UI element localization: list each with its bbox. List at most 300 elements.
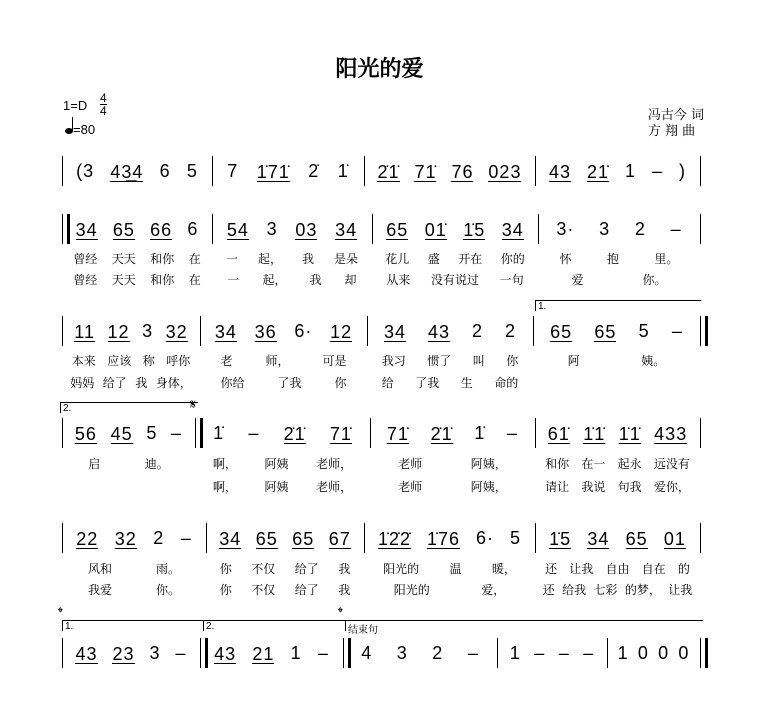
lyric-line-2 [374,478,531,495]
composer: 方 翔 曲 [647,124,696,139]
lyric-line-2 [542,271,696,288]
lyric-word: 阿姨 [264,457,289,471]
note-group: 22 [76,529,99,549]
measure [544,216,694,240]
measure [206,318,361,342]
note-group: 65 [594,322,617,342]
note-group: 2̇1̇ [430,424,453,444]
lyric-word: 你 [219,583,232,597]
note-group: 54 [226,220,249,240]
note-group: 56 [74,424,97,444]
barline [538,214,539,244]
lyric-word: 师， [265,354,290,368]
note-group: 2̇1̇ [283,424,306,444]
lyric-word: 七彩 [593,583,618,597]
note-group: 03 [295,220,318,240]
measure [539,318,694,342]
lyric-word: 我习 [381,354,406,368]
note-group: 1̇71̇ [256,162,290,182]
lyric-word: 起， [262,273,287,287]
lyric-word: 阿姨， [470,480,507,494]
measure [218,216,366,240]
note-group: 32 [114,529,137,549]
note-group: 3 [599,219,611,239]
barline [372,214,373,244]
lyric-word: 远没有 [653,457,690,471]
lyric-line-1 [216,250,368,267]
measure [370,158,529,182]
note-group: 6· [476,528,495,548]
lyricist: 冯古今 词 [647,108,704,123]
barline [367,316,368,346]
segno-icon: 𝄋 [190,396,197,412]
credits [648,108,704,140]
note-group: 34 [214,322,237,342]
lyric-word: 曾经 [73,252,98,266]
barline [700,214,701,244]
lyric-line-2 [199,478,366,495]
lyric-word: 不仅 [251,583,276,597]
lyric-word: 启 [88,457,101,471]
lyric-word: 天天 [111,252,136,266]
note-group: 34 [587,529,610,549]
lyric-word: 你。 [155,583,180,597]
lyric-word: 命的 [494,376,519,390]
barline [700,316,708,346]
barline [206,523,207,553]
measure [541,158,694,182]
lyric-line-2 [66,374,196,391]
lyric-word: 抱 [606,252,619,266]
lyric-word: 我爱 [87,583,112,597]
barline [533,316,534,346]
lyric-word: 怀 [559,252,572,266]
lyric-word: 爱 [571,273,584,287]
coda-icon: 𝄌 [58,604,63,620]
note-group: 65 [255,529,278,549]
lyric-word: 本来 [71,354,96,368]
note-group: 65 [625,529,648,549]
measure [212,525,358,549]
note-group: 1 [617,643,629,663]
barline [535,418,536,448]
note-group: 0 [637,643,649,663]
lyric-word: 阳光的 [383,562,420,576]
note-group: 11 [74,322,95,342]
note-group: 2 [504,321,516,341]
lyric-word: 的 [677,562,690,576]
note-group: 6 [187,219,199,239]
lyric-word: 里。 [654,252,679,266]
volta-bracket: 1. [62,620,203,631]
lyric-word: 可是 [322,354,347,368]
note-group: – [467,643,479,663]
note-group: 1̇ [337,161,349,181]
lyric-word: 老师， [316,457,353,471]
lyric-word: 暖， [491,562,516,576]
note-group: 1̇76 [427,529,461,549]
lyric-word: 阳光的 [393,583,430,597]
note-group: 34 [383,322,407,342]
lyric-line-1 [371,352,529,369]
song-title: 阳光的爱 [335,57,424,82]
note-group: 3 [149,643,161,663]
lyric-line-1 [374,455,531,472]
note-group: 6 [159,161,171,181]
note-group: 2̇ [308,161,320,181]
note-group: 1̇5 [549,529,572,549]
note-group: 43̲4 [110,162,144,182]
lyric-line-1 [66,455,191,472]
lyric-word: 还 [545,562,558,576]
lyric-line-1 [66,250,208,267]
note-group: 5 [186,161,198,181]
lyric-word: 雨。 [155,562,180,576]
note-group: 43 [548,162,572,182]
note-group: – [317,643,329,663]
note-group: 21 [252,644,275,664]
note-group: 0 [678,643,690,663]
note-group: 45 [110,424,133,444]
barline [607,638,608,668]
barline [62,418,63,448]
lyric-word: 温 [449,562,462,576]
note-group: 1̇1̇ [618,424,641,444]
lyric-word: 我 [338,583,351,597]
note-group: 2 [153,528,165,548]
note-group: 43 [214,644,237,664]
note-group: – [171,423,183,443]
lyric-word: 曾经 [73,273,98,287]
lyric-word: 还 [542,583,555,597]
note-group: 4 [361,643,373,663]
time-signature-bottom: 4 [100,104,107,118]
lyric-word: 给 [381,376,394,390]
key-signature: 1=D [63,98,88,113]
note-group: 34 [75,220,98,240]
barline [497,638,498,668]
lyric-word: 呼你 [166,354,191,368]
note-group: 3 [266,219,278,239]
note-group: 7 [227,161,239,181]
note-group: 76 [451,162,474,182]
lyric-word: 你。 [642,273,667,287]
lyric-word: 花儿 [385,252,410,266]
lyric-word: 你给 [220,376,245,390]
lyric-word: 不仅 [251,562,276,576]
lyric-word: 句我 [617,480,642,494]
note-group: ) [678,161,686,181]
lyric-word: 一句 [499,273,524,287]
lyric-word: 给我 [562,583,587,597]
lyric-word: 风和 [87,562,112,576]
lyric-word: 在 [188,273,201,287]
lyric-word: 给了 [102,376,127,390]
time-signature-top: 4 [100,91,107,105]
barline [364,156,365,186]
lyric-word: 我 [301,252,314,266]
lyric-word: 让我 [668,583,693,597]
note-group: 2̇1̇ [377,162,400,182]
note-group: – [670,219,682,239]
note-group: – [175,643,187,663]
lyric-line-1 [539,560,696,577]
lyric-word: 老 [220,354,233,368]
lyric-word: 姨。 [641,354,666,368]
note-group: 12 [330,322,353,342]
note-group: – [248,423,260,443]
lyric-line-2 [376,271,534,288]
volta-bracket: 2. [203,620,346,631]
lyric-line-1 [542,250,696,267]
lyric-word: 请让 [545,480,570,494]
lyric-word: 阿姨 [264,480,289,494]
volta-bracket: 结束句 [345,620,703,631]
quarter-note-icon [65,128,73,134]
lyric-word: 阿 [567,354,580,368]
note-group: 71̇ [386,424,409,444]
lyric-line-1 [199,455,366,472]
lyric-word: 啊， [212,480,237,494]
lyric-word: 你 [506,354,519,368]
note-group: 5 [146,423,158,443]
note-group: 1 [290,643,302,663]
lyric-word: 爱你， [653,480,690,494]
note-group: 65 [292,529,315,549]
note-group: – [558,643,570,663]
lyric-word: 和你 [545,457,570,471]
lyric-word: 我 [135,376,148,390]
lyric-word: 的梦， [624,583,661,597]
lyric-word: 叫 [472,354,485,368]
note-group: 2 [432,643,444,663]
lyric-word: 迪。 [144,457,169,471]
measure [349,640,491,664]
lyric-word: 妈妈 [70,376,95,390]
note-group: 34 [335,220,358,240]
note-group: 43 [427,322,451,342]
lyric-line-1 [376,250,534,267]
measure [373,318,527,342]
lyric-line-2 [368,581,531,598]
note-group: 0 [658,643,670,663]
lyric-line-2 [539,581,696,598]
lyric-word: 和你 [150,252,175,266]
note-group: 3 [142,321,154,341]
lyric-word: 了我 [277,376,302,390]
measure [68,420,189,444]
note-group: 34 [219,529,242,549]
measure [541,525,694,549]
lyric-word: 称 [142,354,155,368]
note-group: 1 [509,643,521,663]
note-group: 1̇1̇ [583,424,606,444]
lyric-word: 你 [334,376,347,390]
barline [700,638,708,668]
barline [370,418,371,448]
lyric-word: 一 [227,273,240,287]
barline [62,316,63,346]
lyric-word: 一 [225,252,238,266]
note-group: 6· [294,321,313,341]
note-group: 01 [663,529,686,549]
lyric-word: 我说 [581,480,606,494]
measure [68,640,194,664]
lyric-line-1 [210,560,360,577]
note-group: 34 [501,220,524,240]
lyric-word: 老师， [316,480,353,494]
note-group: 36 [254,322,277,342]
lyric-word: 了我 [415,376,440,390]
note-group: 61̇ [547,424,570,444]
note-group: 21̇ [586,162,610,182]
measure [503,640,601,664]
note-group: 5 [638,321,650,341]
note-group: 3· [556,219,575,239]
lyric-word: 没有说过 [430,273,479,287]
lyric-line-2 [204,374,363,391]
tempo-value: =80 [73,122,96,137]
barline [212,156,213,186]
lyric-line-2 [66,581,202,598]
lyric-line-2 [371,374,529,391]
lyric-word: 和你 [150,273,175,287]
lyric-line-1 [539,455,696,472]
note-group: 3 [396,643,408,663]
note-group: 2 [634,219,646,239]
note-group: 433 [654,424,688,444]
lyric-word: 天天 [111,273,136,287]
barline [700,156,701,186]
note-group: 66 [150,220,173,240]
note-group: 65 [550,322,573,342]
measure [206,640,337,664]
lyric-word: 生 [460,376,473,390]
lyric-word: 我 [309,273,322,287]
barline [212,214,213,244]
note-group: 71̇ [329,424,352,444]
lyric-word: 起永 [617,457,642,471]
barline [700,523,701,553]
lyric-word: 自在 [641,562,666,576]
time-signature [100,92,107,117]
lyric-word: 阿姨， [470,457,507,471]
barline [62,638,63,668]
note-group: 1̇2̇2̇ [377,529,412,549]
lyric-line-2 [66,271,208,288]
lyric-word: 起， [257,252,282,266]
volta-bracket: 1. [535,300,701,311]
measure [218,158,358,182]
note-group: 2 [471,321,483,341]
lyric-word: 你的 [500,252,525,266]
note-group: 1̇ [213,423,225,443]
note-group: 65 [386,220,409,240]
volta-bracket: 2. [60,402,198,413]
lyric-word: 惯了 [427,354,452,368]
measure [68,525,200,549]
note-group: (3 [76,161,95,181]
lyric-line-1 [537,352,696,369]
note-group: 32 [165,322,188,342]
note-group: 43 [75,644,98,664]
note-group: 01̇ [424,220,447,240]
lyric-word: 在 [188,252,201,266]
lyric-word: 啊， [212,457,237,471]
note-group: 1̇5 [463,220,486,240]
measure [378,216,532,240]
barline [364,523,365,553]
lyric-word: 老师 [398,480,423,494]
note-group: – [671,321,683,341]
lyric-word: 身体， [155,376,192,390]
lyric-line-1 [368,560,531,577]
lyric-word: 给了 [294,583,319,597]
lyric-line-2 [216,271,368,288]
note-group: 12 [107,322,130,342]
lyric-line-1 [66,560,202,577]
barline [700,418,701,448]
tempo-marking [65,122,95,137]
barline [62,523,63,553]
measure [68,216,206,240]
measure [68,318,194,342]
lyric-word: 是朵 [333,252,358,266]
barline [62,156,63,186]
coda-icon: 𝄌 [338,604,343,620]
lyric-word: 从来 [386,273,411,287]
barline [200,316,201,346]
measure [541,420,694,444]
note-group: 23 [112,644,135,664]
measure [376,420,529,444]
measure [370,525,529,549]
lyric-line-1 [204,352,363,369]
lyric-word: 却 [344,273,357,287]
note-group: 023 [488,162,522,182]
lyric-line-2 [210,581,360,598]
barline [535,156,536,186]
measure [68,158,206,182]
lyric-word: 老师 [398,457,423,471]
note-group: 65 [112,220,135,240]
note-group: 71̇ [414,162,437,182]
lyric-word: 爱， [481,583,506,597]
lyric-word: 开在 [458,252,483,266]
barline [535,523,536,553]
measure [613,640,694,664]
lyric-word: 应该 [107,354,132,368]
lyric-word: 自由 [605,562,630,576]
note-group: 5 [510,528,522,548]
lyric-word: 给了 [294,562,319,576]
lyric-line-2 [539,478,696,495]
note-group: 67 [328,529,351,549]
note-group: 1̇ [474,423,486,443]
lyric-line-1 [66,352,196,369]
lyric-word: 盛 [427,252,440,266]
note-group: 1 [624,161,636,181]
lyric-word: 让我 [569,562,594,576]
note-group: – [583,643,595,663]
lyric-word: 我 [338,562,351,576]
note-group: – [651,161,663,181]
measure [201,420,364,444]
note-group: – [180,528,192,548]
note-group: – [534,643,546,663]
note-group: – [507,423,519,443]
lyric-word: 在一 [581,457,606,471]
